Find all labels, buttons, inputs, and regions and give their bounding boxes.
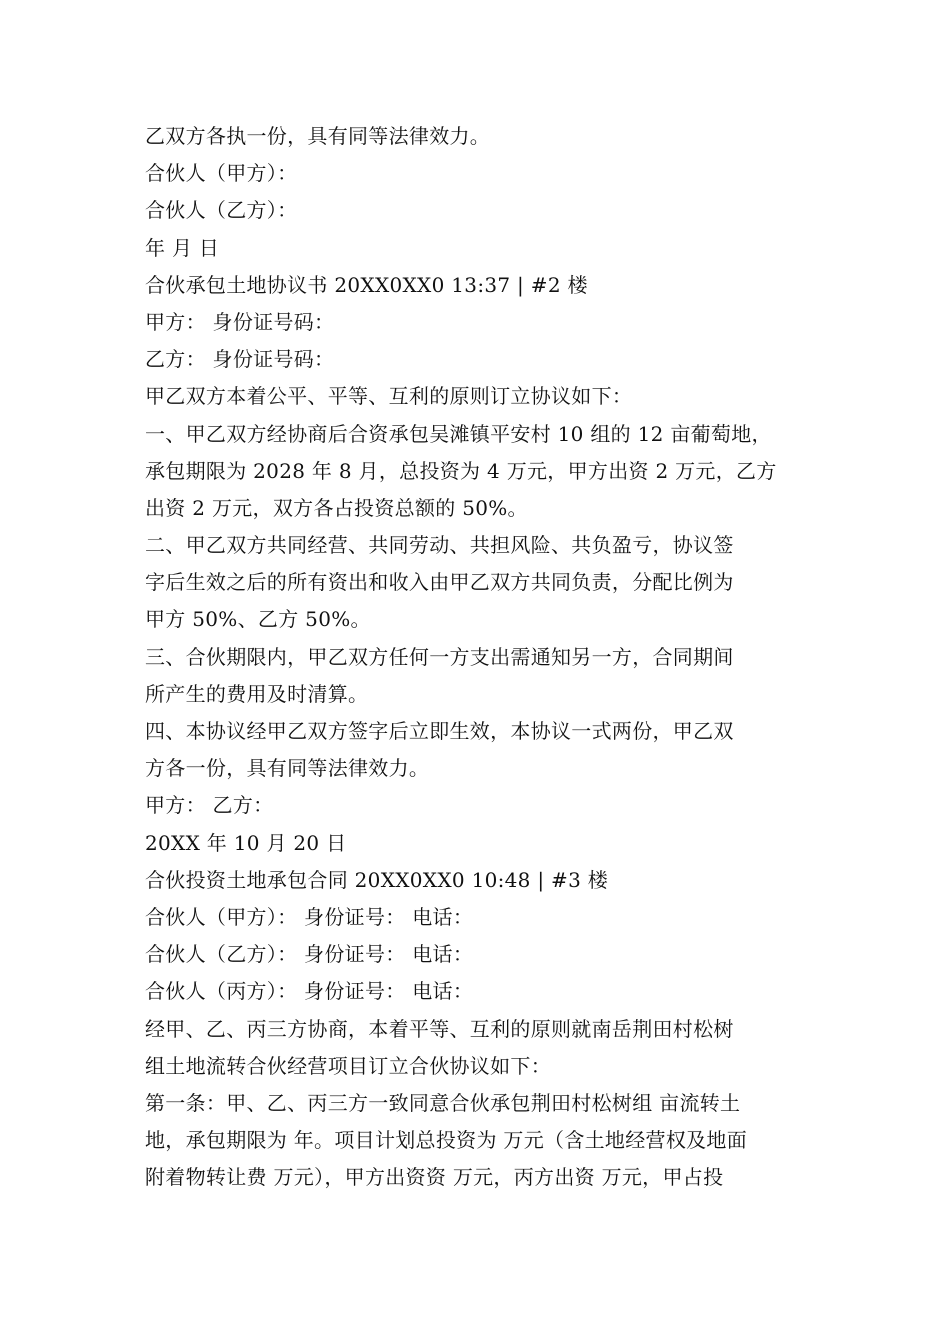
text-line: 年 月 日: [145, 235, 220, 260]
text-line: 乙双方各执一份，具有同等法律效力。: [145, 124, 491, 148]
section-heading: 合伙投资土地承包合同 20XX0XX0 10:48 | #3 楼: [145, 867, 609, 892]
text-line: 合伙人（甲方）：: [145, 161, 298, 186]
text-line: 二、甲乙双方共同经营、共同劳动、共担风险、共负盈亏，协议签: [145, 533, 734, 558]
text-line: 第一条：甲、乙、丙三方一致同意合伙承包荆田村松树组 亩流转土: [145, 1090, 741, 1115]
text-line: 甲乙双方本着公平、平等、互利的原则订立协议如下：: [145, 384, 633, 409]
text-line: 一、甲乙双方经协商后合资承包吴滩镇平安村 10 组的 12 亩葡萄地，: [145, 421, 772, 446]
text-line: 所产生的费用及时清算。: [145, 681, 369, 706]
text-line: 承包期限为 2028 年 8 月，总投资为 4 万元，甲方出资 2 万元，乙方: [145, 458, 777, 483]
document-body: [145, 118, 825, 1196]
text-line: 三、合伙期限内，甲乙双方任何一方支出需通知另一方，合同期间: [145, 644, 734, 669]
text-line: 乙方： 身份证号码：: [145, 347, 335, 372]
text-line: 甲方 50%、乙方 50%。: [145, 607, 371, 632]
text-line: 甲方： 身份证号码：: [145, 309, 335, 334]
text-line: 出资 2 万元，双方各占投资总额的 50%。: [145, 495, 528, 520]
text-line: 附着物转让费 万元），甲方出资资 万元，丙方出资 万元，甲占投: [145, 1165, 724, 1190]
text-line: 经甲、乙、丙三方协商，本着平等、互利的原则就南岳荆田村松树: [145, 1016, 734, 1041]
text-line: 合伙人（甲方）： 身份证号： 电话：: [145, 904, 474, 929]
text-line: 字后生效之后的所有资出和收入由甲乙双方共同负责，分配比例为: [145, 570, 734, 595]
text-line: 四、本协议经甲乙双方签字后立即生效，本协议一式两份，甲乙双: [145, 719, 734, 743]
section-heading: 合伙承包土地协议书 20XX0XX0 13:37 | #2 楼: [145, 272, 588, 297]
text-line: 合伙人（丙方）： 身份证号： 电话：: [145, 979, 474, 1004]
text-line: 合伙人（乙方）：: [145, 198, 298, 223]
text-line: 20XX 年 10 月 20 日: [145, 830, 347, 855]
text-line: 方各一份，具有同等法律效力。: [145, 756, 430, 781]
text-line: 组土地流转合伙经营项目订立合伙协议如下：: [145, 1053, 551, 1078]
text-line: 合伙人（乙方）： 身份证号： 电话：: [145, 942, 474, 967]
text-line: 地，承包期限为 年。项目计划总投资为 万元（含土地经营权及地面: [145, 1128, 748, 1153]
text-line: 甲方： 乙方：: [145, 793, 274, 818]
